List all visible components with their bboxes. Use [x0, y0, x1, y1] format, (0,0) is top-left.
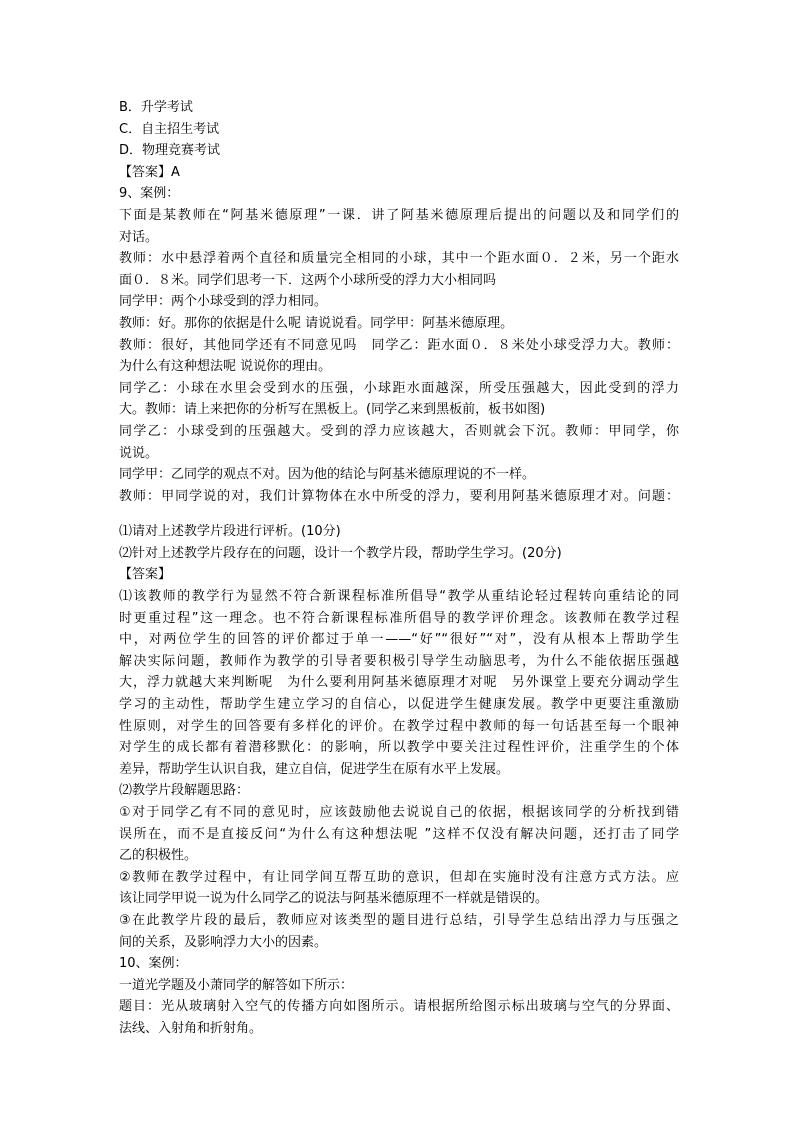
option-c: C．自主招生考试: [119, 121, 220, 137]
answer-8: 【答案】A: [119, 164, 180, 180]
question-9-part-1: ⑴请对上述教学片段进行评析。(10分): [119, 524, 341, 540]
text-line: 教师：好。那你的依据是什么呢 请说说看。同学甲：阿基米德原理。: [119, 315, 514, 331]
text-line: 题目：光从玻璃射入空气的传播方向如图所示。请根据所给图示标出玻璃与空气的分界面、: [119, 999, 679, 1015]
text-line: 同学乙：小球受到的压强越大。受到的浮力应该越大，否则就会下沉。教师：甲同学，你: [119, 423, 679, 439]
option-b: B．升学考试: [119, 100, 193, 115]
text-line: ⑵教学片段解题思路：: [119, 783, 250, 799]
text-line: 教师：甲同学说的对，我们计算物体在水中所受的浮力，要利用阿基米德原理才对。问题：: [119, 488, 679, 504]
text-line: ⑴该教师的教学行为显然不符合新课程标准所倡导“教学从重结论轻过程转向重结论的同: [119, 589, 679, 605]
text-line: 法线、入射角和折射角。: [119, 1020, 263, 1036]
blank-gap: [119, 507, 679, 521]
text-line: ①对于同学乙有不同的意见时，应该鼓励他去说说自己的依据，根据该同学的分析找到错: [119, 805, 679, 820]
text-line: 解决实际问题，教师作为教学的引导者要积极引导学生动脑思考，为什么不能依据压强越: [119, 653, 679, 669]
text-line: 为什么有这种想法呢 说说你的理由。: [119, 359, 332, 375]
text-line: 对学生的成长都有着潜移默化：的影响，所以教学中要关注过程性评价，注重学生的个体: [119, 740, 679, 756]
question-9-part-2: ⑵针对上述教学片段存在的问题，设计一个教学片段，帮助学生学习。(20分): [119, 545, 562, 561]
question-9-title: 9、案例：: [119, 186, 180, 202]
text-line: 性原则，对学生的回答要有多样化的评价。在教学过程中教师的每一句话甚至每一个眼神: [119, 718, 679, 734]
text-line: 间的关系，及影响浮力大小的因素。: [119, 934, 328, 950]
option-d: D．物理竞赛考试: [119, 143, 221, 159]
text-line: 误所在，而不是直接反问“为什么有这种想法呢 ”这样不仅没有解决问题，还打击了同学: [119, 826, 679, 842]
text-line: 下面是某教师在“阿基米德原理”一课．讲了阿基米德原理后提出的问题以及和同学们的: [119, 207, 679, 223]
text-line: 该让同学甲说一说为什么同学乙的说法与阿基米德原理不一样就是错误的。: [119, 891, 549, 907]
answer-heading: 【答案】: [119, 567, 172, 583]
text-line: 一道光学题及小萧同学的解答如下所示：: [119, 977, 354, 993]
text-line: 学习的主动性，帮助学生建立学习的自信心，以促进学生健康发展。教学中更要注重激励: [119, 697, 679, 713]
text-line: 教师：水中悬浮着两个直径和质量完全相同的小球，其中一个距水面０．２米，另一个距水: [119, 251, 679, 267]
text-line: 中，对两位学生的回答的评价都过于单一——“好”“很好”“对”，没有从根本上帮助学生: [119, 632, 679, 648]
text-line: 教师：很好，其他同学还有不同意见吗 同学乙：距水面０．８米处小球受浮力大。教师：: [119, 337, 679, 353]
text-line: ②教师在教学过程中，有让同学间互帮互助的意识，但却在实施时没有注意方式方法。应: [119, 869, 679, 885]
text-line: 面０．８米。同学们思考一下．这两个小球所受的浮力大小相同吗: [119, 272, 497, 288]
text-line: 时更重过程”这一理念。也不符合新课程标准所倡导的教学评价理念。该教师在教学过程: [119, 610, 679, 626]
text-line: ③在此教学片段的最后，教师应对该类型的题目进行总结，引导学生总结出浮力与压强之: [119, 912, 679, 928]
text-line: 大。教师：请上来把你的分析写在黑板上。(同学乙来到黑板前，板书如图): [119, 402, 546, 418]
document-page: [119, 97, 679, 1040]
text-line: 乙的积极性。: [119, 848, 198, 864]
text-line: 差异，帮助学生认识自我，建立自信，促进学生在原有水平上发展。: [119, 761, 510, 777]
text-line: 说说。: [119, 445, 159, 461]
text-line: 对话。: [119, 229, 159, 245]
text-line: 大，浮力就越大来判断呢 为什么要利用阿基米德原理才对呢 另外课堂上要充分调动学生: [119, 675, 679, 691]
text-line: 同学乙：小球在水里会受到水的压强，小球距水面越深，所受压强越大，因此受到的浮力: [119, 380, 679, 396]
text-line: 同学甲：乙同学的观点不对。因为他的结论与阿基米德原理说的不一样。: [119, 467, 536, 483]
text-line: 同学甲：两个小球受到的浮力相同。: [119, 294, 328, 310]
question-10-title: 10、案例：: [119, 956, 188, 972]
